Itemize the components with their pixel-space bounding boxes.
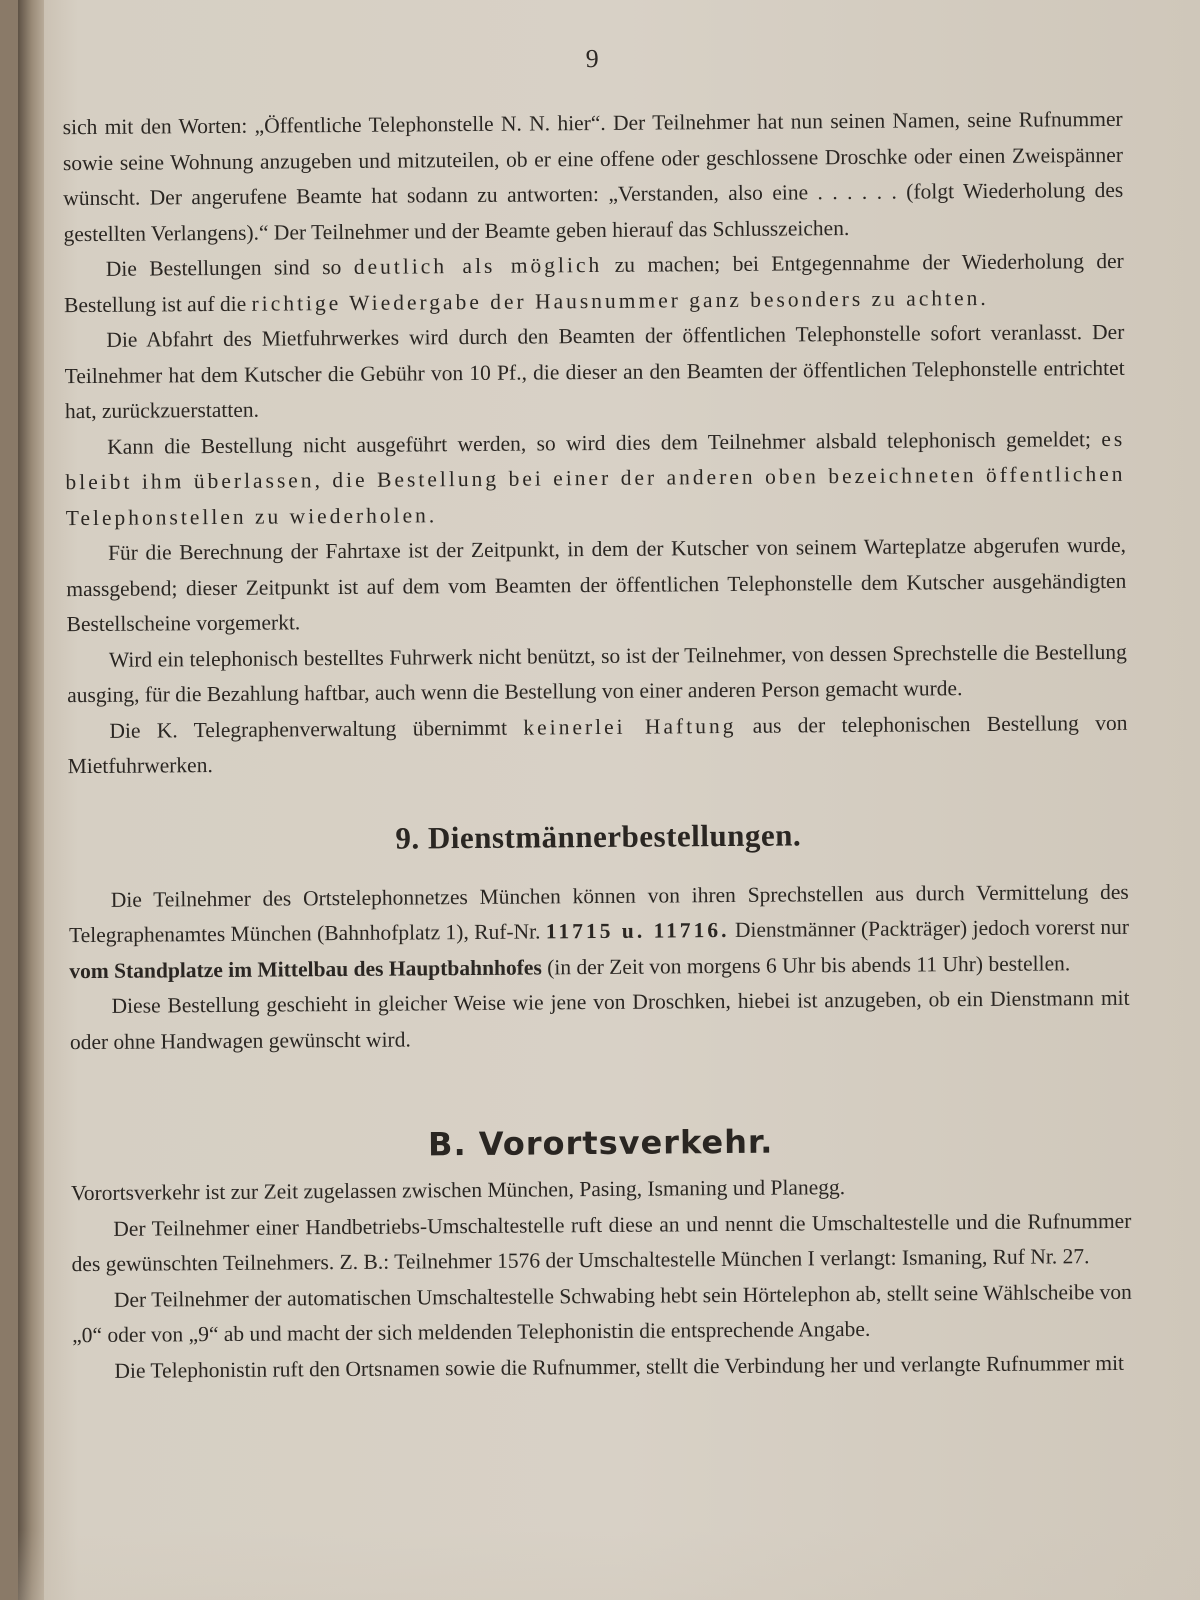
paragraph-administration — [67, 705, 1128, 784]
section-heading-9: 9. Dienstmännerbestellungen. — [395, 816, 802, 856]
phone-numbers: 11715 u. 11716. — [545, 917, 730, 944]
printed-sheet — [42, 0, 1155, 1600]
book-spine — [18, 0, 44, 1600]
paragraph-porter-order: Diese Bestellung geschieht in gleicher Weise wie jene von Droschken, hiebei ist anzugeben, ob ein Dienstmann mit oder ohne Handwagen gewünscht wird. — [69, 985, 1130, 1054]
page-shadow — [18, 1530, 1200, 1600]
text-run: aus der telephonischen Bestellung von Mietfuhrwerken. — [67, 710, 1128, 779]
page-body — [63, 102, 1133, 1389]
paragraph-manual-exchange: Der Teilnehmer einer Handbetriebs-Umschaltestelle ruft diese an und nennt die Umschaltestelle und die Rufnummer des gewünschten Teilnehmers. Z. B.: Teilnehmer 1576 der Umschaltestelle München I verlangt: Ismaning, Ruf Nr. 27. — [71, 1208, 1132, 1277]
text-run: zu machen; bei Entgegennahme der Wiederholung der Bestellung ist auf die — [63, 248, 1124, 317]
emphasis-text: deutlich als möglich — [353, 252, 603, 279]
paragraph-operator: Die Telephonistin ruft den Ortsnamen sowie die Rufnummer, stellt die Verbindung her und verlangte Rufnummer mit — [114, 1350, 1125, 1383]
paragraph-call-procedure: sich mit den Worten: „Öffentliche Telephonstelle N. N. hier“. Der Teilnehmer hat nun seinen Namen, seine Rufnummer sowie seine Wohnung anzugeben und mitzuteilen, ob er eine offene oder geschlossene Droschke oder einen Zweispänner wünscht. Der angerufene Beamte hat sodann zu antworten: „Verstanden, also eine . . . . . . (folgt Wiederholung des gestellten Verlangens).“ Der Teilnehmer und der Beamte geben hierauf das Schlusszeichen. — [62, 106, 1124, 246]
paragraph-fare: Für die Berechnung der Fahrtaxe ist der Zeitpunkt, in dem der Kutscher von seinem Warteplatze abgerufen wurde, massgebend; dieser Zeitpunkt ist auf dem vom Beamten der öffentlichen Telephonstelle dem Kutscher ausgehändigten Bestellscheine vorgemerkt. — [66, 532, 1127, 637]
paragraph-automatic-exchange: Der Teilnehmer der automatischen Umschaltestelle Schwabing hebt sein Hörtelephon ab, stellt seine Wählscheibe von „0“ oder von „9“ ab und macht der sich meldenden Telephonistin die entsprechende Angabe. — [72, 1279, 1132, 1348]
text-run: Die Bestellungen sind so — [105, 254, 354, 281]
text-run: Die Teilnehmer des Ortstelephonnetzes München können von ihren Sprechstellen aus durch Vermittelung des Telegraphenamtes München (Bahnhofplatz 1), Ruf-Nr. — [68, 879, 1129, 948]
emphasis-text: richtige Wiedergabe der Hausnummer ganz besonders zu achten. — [251, 285, 989, 316]
paragraph-clarity — [64, 244, 1125, 323]
section-heading-b: B. Vorortsverkehr. — [427, 1122, 774, 1164]
paragraph-porters — [69, 874, 1130, 989]
text-run: (in der Zeit von morgens 6 Uhr bis abends 11 Uhr) bestellen. — [541, 950, 1071, 979]
paragraph-liability: Wird ein telephonisch bestelltes Fuhrwerk nicht benützt, so ist der Teilnehmer, von dessen Sprechstelle die Bestellung ausging, für die Bezahlung haftbar, auch wenn die Bestellung von einer anderen Person gemacht wurde. — [67, 639, 1127, 708]
paragraph-not-executed — [65, 421, 1126, 536]
text-run: Dienstmänner (Packträger) jedoch vorerst nur — [729, 914, 1130, 942]
text-run: Die K. Telegraphenverwaltung übernimmt — [109, 715, 524, 743]
emphasis-bold: vom Standplatze im Mittelbau des Hauptbahnhofes — [69, 954, 542, 983]
text-run: Kann die Bestellung nicht ausgeführt werden, so wird dies dem Teilnehmer alsbald telephonisch gemeldet; — [107, 426, 1102, 459]
paragraph-departure: Die Abfahrt des Mietfuhrwerkes wird durch den Beamten der öffentlichen Telephonstelle sofort veranlasst. Der Teilnehmer hat dem Kutscher die Gebühr von 10 Pf., die dieser an den Beamten der öffentlichen Telephonstelle entrichtet hat, zurückzuerstatten. — [64, 319, 1125, 424]
emphasis-text: keinerlei Haftung — [523, 713, 737, 740]
paragraph-suburban: Vorortsverkehr ist zur Zeit zugelassen zwischen München, Pasing, Ismaning und Planegg. — [70, 1175, 846, 1206]
book-page — [18, 0, 1200, 1600]
emphasis-text: es bleibt ihm überlassen, die Bestellung bei einer der anderen oben bezeichneten öffentlichen Telephonstellen zu wiederholen. — [65, 426, 1126, 530]
page-number: 9 — [585, 43, 599, 74]
